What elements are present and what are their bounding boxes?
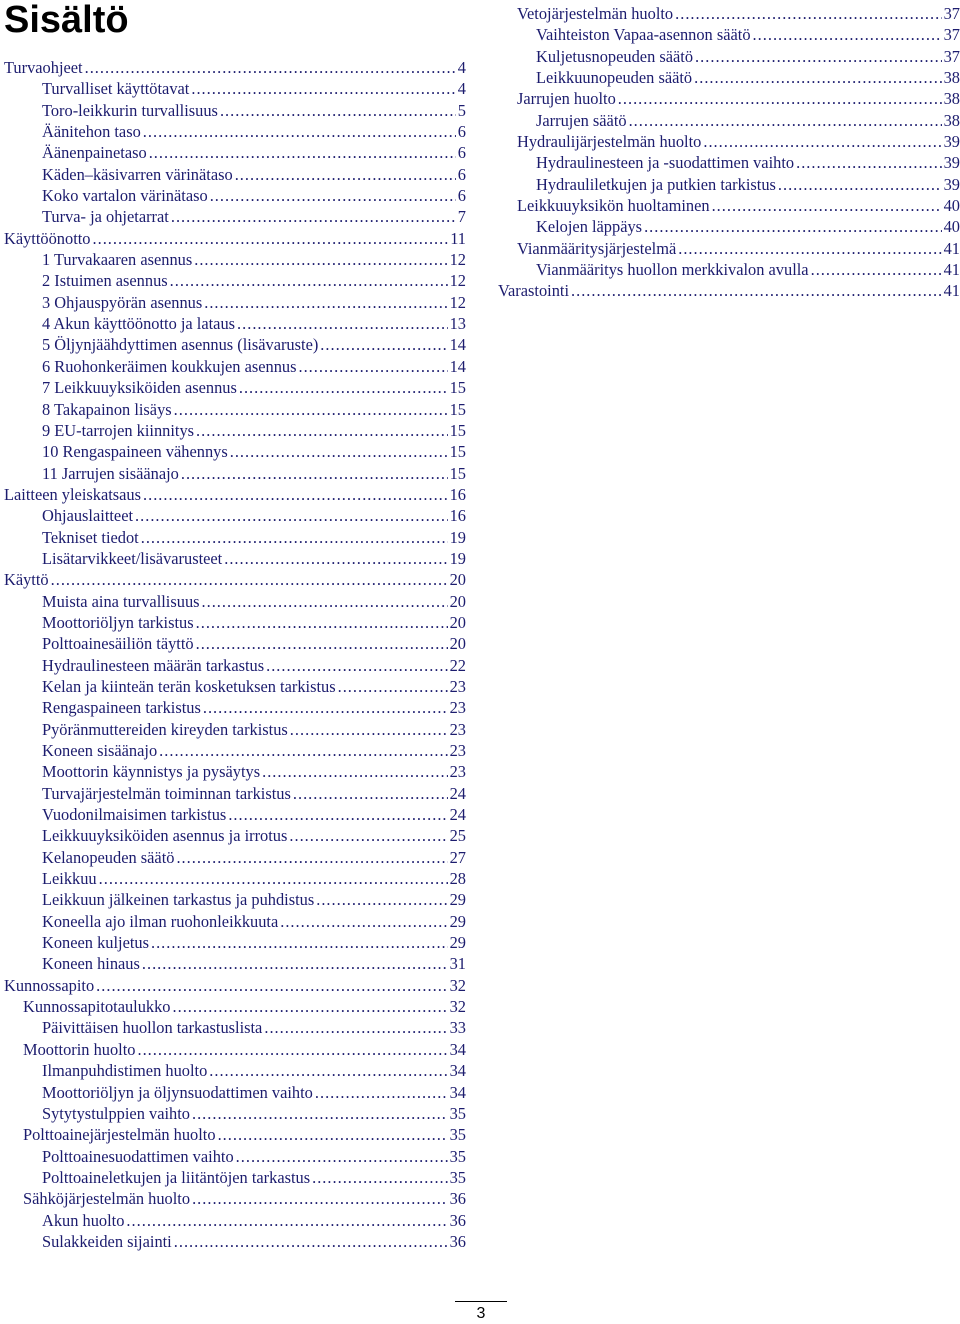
toc-entry[interactable]	[4, 847, 466, 868]
toc-entry[interactable]	[4, 783, 466, 804]
toc-dot-leader	[218, 1124, 448, 1145]
toc-entry-title: Käyttö	[4, 570, 49, 590]
toc-dot-leader	[209, 1060, 447, 1081]
toc-entry[interactable]	[498, 131, 960, 152]
toc-entry[interactable]	[4, 356, 466, 377]
toc-entry-page: 34	[449, 1039, 466, 1059]
toc-entry-page: 11	[450, 228, 466, 248]
toc-entry-title: Koko vartalon värinätaso	[42, 186, 208, 206]
toc-entry-page: 19	[449, 548, 466, 568]
toc-entry-page: 20	[449, 612, 466, 632]
toc-entry-page: 35	[449, 1146, 466, 1166]
toc-dot-leader	[703, 131, 941, 152]
toc-entry[interactable]	[4, 996, 466, 1017]
toc-entry[interactable]	[4, 100, 466, 121]
toc-entry-title: 3 Ohjauspyörän asennus	[42, 292, 203, 312]
toc-entry-page: 14	[449, 335, 466, 355]
toc-entry-title: Moottoriöljyn ja öljynsuodattimen vaihto	[42, 1082, 313, 1102]
toc-dot-leader	[220, 100, 456, 121]
toc-entry[interactable]	[4, 121, 466, 142]
toc-dot-leader	[141, 527, 448, 548]
toc-entry[interactable]	[498, 174, 960, 195]
toc-dot-leader	[289, 825, 447, 846]
toc-entry-page: 13	[449, 314, 466, 334]
toc-dot-leader	[320, 334, 447, 355]
toc-entry-page: 16	[449, 506, 466, 526]
toc-dot-leader	[203, 697, 448, 718]
toc-entry-title: Koneen kuljetus	[42, 933, 149, 953]
toc-entry-title: Äänitehon taso	[42, 122, 141, 142]
toc-entry-page: 4	[457, 79, 466, 99]
toc-dot-leader	[173, 996, 448, 1017]
toc-entry-page: 24	[449, 805, 466, 825]
toc-entry[interactable]	[4, 249, 466, 270]
toc-entry-page: 15	[449, 378, 466, 398]
toc-entry[interactable]	[4, 911, 466, 932]
toc-entry-page: 12	[449, 250, 466, 270]
toc-entry-page: 6	[457, 122, 466, 142]
toc-entry[interactable]	[4, 868, 466, 889]
toc-dot-leader	[192, 1103, 448, 1124]
toc-entry-page: 34	[449, 1061, 466, 1081]
toc-entry-page: 36	[449, 1189, 466, 1209]
toc-entry-title: Käyttöönotto	[4, 228, 91, 248]
toc-entry-page: 33	[449, 1018, 466, 1038]
toc-entry-page: 38	[943, 68, 960, 88]
toc-entry[interactable]	[4, 484, 466, 505]
toc-entry[interactable]	[4, 548, 466, 569]
toc-entry-page: 29	[449, 933, 466, 953]
toc-dot-leader	[293, 783, 448, 804]
toc-dot-leader	[264, 1017, 447, 1038]
toc-entry-title: Hydraulijärjestelmän huolto	[517, 132, 702, 152]
toc-entry-title: Koneen hinaus	[42, 954, 140, 974]
toc-dot-leader	[181, 463, 448, 484]
toc-entry-title: Jarrujen säätö	[536, 110, 627, 130]
toc-entry-title: Leikkuun jälkeinen tarkastus ja puhdistus	[42, 890, 315, 910]
toc-entry[interactable]	[4, 975, 466, 996]
toc-entry[interactable]	[4, 399, 466, 420]
toc-entry[interactable]	[4, 185, 466, 206]
toc-entry-page: 29	[449, 911, 466, 931]
toc-entry[interactable]	[4, 697, 466, 718]
toc-entry-title: Moottorin huolto	[23, 1039, 136, 1059]
toc-dot-leader	[753, 24, 942, 45]
toc-dot-leader	[204, 292, 447, 313]
toc-entry[interactable]	[4, 420, 466, 441]
toc-entry[interactable]	[4, 1124, 466, 1145]
toc-right-column	[498, 3, 960, 302]
toc-entry[interactable]	[498, 280, 960, 301]
toc-dot-leader	[338, 676, 448, 697]
toc-dot-leader	[151, 932, 448, 953]
toc-dot-leader	[678, 238, 941, 259]
toc-dot-leader	[695, 46, 942, 67]
toc-entry-page: 19	[449, 527, 466, 547]
toc-dot-leader	[312, 1167, 448, 1188]
toc-entry[interactable]	[4, 569, 466, 590]
toc-dot-leader	[778, 174, 942, 195]
toc-entry-page: 40	[943, 196, 960, 216]
toc-dot-leader	[99, 868, 448, 889]
toc-entry-title: Turvaohjeet	[4, 58, 83, 77]
toc-entry-title: Muista aina turvallisuus	[42, 591, 200, 611]
toc-entry[interactable]	[4, 740, 466, 761]
toc-dot-leader	[290, 719, 448, 740]
toc-entry[interactable]	[4, 761, 466, 782]
toc-dot-leader	[237, 313, 448, 334]
toc-dot-leader	[142, 953, 448, 974]
toc-dot-leader	[135, 505, 448, 526]
toc-left-column	[4, 57, 466, 1252]
toc-entry-title: Polttoainesäiliön täyttö	[42, 634, 194, 654]
toc-entry-page: 15	[449, 420, 466, 440]
toc-entry[interactable]	[4, 633, 466, 654]
toc-entry-title: Leikkuu	[42, 869, 97, 889]
toc-dot-leader	[210, 185, 456, 206]
toc-dot-leader	[51, 569, 448, 590]
toc-dot-leader	[93, 228, 449, 249]
toc-entry-title: Kelanopeuden säätö	[42, 847, 175, 867]
toc-dot-leader	[235, 164, 456, 185]
toc-entry-page: 41	[943, 281, 960, 301]
toc-entry[interactable]	[4, 889, 466, 910]
toc-entry-page: 14	[449, 356, 466, 376]
toc-dot-leader	[796, 152, 942, 173]
toc-entry-title: Tekniset tiedot	[42, 527, 139, 547]
toc-entry[interactable]	[4, 676, 466, 697]
toc-entry-page: 23	[449, 741, 466, 760]
toc-entry-title: 4 Akun käyttöönotto ja lataus	[42, 314, 236, 334]
toc-entry[interactable]	[4, 1060, 466, 1081]
toc-entry-page: 6	[457, 143, 466, 163]
toc-entry-title: 11 Jarrujen sisäänajo	[42, 463, 179, 483]
toc-entry[interactable]	[4, 206, 466, 227]
toc-entry-title: Käden–käsivarren värinätaso	[42, 164, 233, 184]
toc-entry[interactable]	[498, 216, 960, 237]
toc-entry-page: 12	[449, 271, 466, 291]
toc-entry-page: 39	[943, 174, 960, 194]
toc-entry-page: 37	[943, 4, 960, 23]
toc-entry[interactable]	[4, 142, 466, 163]
toc-entry-page: 15	[449, 463, 466, 483]
toc-entry-title: Polttoaineletkujen ja liitäntöjen tarkastus	[42, 1167, 311, 1187]
toc-entry[interactable]	[4, 1082, 466, 1103]
toc-entry-title: Leikkuuyksikön huoltaminen	[517, 196, 710, 216]
toc-entry-page: 41	[943, 238, 960, 258]
toc-dot-leader	[176, 847, 447, 868]
toc-entry-page: 35	[449, 1103, 466, 1123]
toc-dot-leader	[262, 761, 448, 782]
toc-entry-title: Kelojen läppäys	[536, 217, 643, 237]
toc-entry-title: Lisätarvikkeet/lisävarusteet	[42, 548, 223, 568]
toc-dot-leader	[239, 377, 448, 398]
toc-entry-title: Jarrujen huolto	[517, 89, 616, 109]
toc-entry-page: 39	[943, 153, 960, 173]
toc-entry-page: 15	[449, 442, 466, 462]
toc-entry-page: 5	[457, 100, 466, 120]
toc-entry[interactable]	[498, 259, 960, 280]
toc-entry-title: Toro-leikkurin turvallisuus	[42, 100, 218, 120]
toc-entry[interactable]	[4, 78, 466, 99]
toc-entry-page: 12	[449, 292, 466, 312]
toc-entry-title: 8 Takapainon lisäys	[42, 399, 172, 419]
toc-entry-title: Ohjauslaitteet	[42, 506, 134, 526]
toc-entry-title: Leikkuuyksiköiden asennus ja irrotus	[42, 826, 288, 846]
toc-dot-leader	[171, 206, 456, 227]
toc-entry[interactable]	[4, 719, 466, 740]
toc-entry-title: Moottorin käynnistys ja pysäytys	[42, 762, 261, 782]
toc-entry-title: Laitteen yleiskatsaus	[4, 484, 141, 504]
toc-entry[interactable]	[4, 1039, 466, 1060]
toc-entry-page: 36	[449, 1210, 466, 1230]
toc-dot-leader	[694, 67, 941, 88]
toc-entry[interactable]	[4, 270, 466, 291]
toc-entry[interactable]	[498, 238, 960, 259]
toc-dot-leader	[126, 1210, 447, 1231]
toc-entry[interactable]	[498, 195, 960, 216]
toc-entry[interactable]	[498, 24, 960, 45]
toc-entry-page: 7	[457, 207, 466, 227]
toc-entry-page: 35	[449, 1125, 466, 1145]
toc-entry-title: Rengaspaineen tarkistus	[42, 698, 201, 718]
toc-entry-title: Vianmääritys huollon merkkivalon avulla	[536, 260, 809, 280]
toc-entry-title: Varastointi	[498, 281, 570, 301]
toc-dot-leader	[228, 804, 447, 825]
toc-dot-leader	[196, 612, 448, 633]
toc-entry-title: 5 Öljynjäähdyttimen asennus (lisävaruste)	[42, 335, 319, 355]
toc-dot-leader	[316, 889, 447, 910]
toc-entry-page: 16	[449, 484, 466, 504]
toc-dot-leader	[280, 911, 447, 932]
toc-entry[interactable]	[498, 152, 960, 173]
toc-dot-leader	[137, 1039, 447, 1060]
toc-entry-title: Turvalliset käyttötavat	[42, 79, 190, 99]
toc-entry-title: Ilmanpuhdistimen huolto	[42, 1061, 208, 1081]
toc-entry-title: Pyöränmuttereiden kireyden tarkistus	[42, 719, 288, 739]
toc-dot-leader	[644, 216, 942, 237]
toc-dot-leader	[143, 121, 456, 142]
toc-entry-page: 38	[943, 110, 960, 130]
toc-entry[interactable]	[4, 1017, 466, 1038]
toc-entry-title: Koneella ajo ilman ruohonleikkuuta	[42, 911, 279, 931]
toc-entry[interactable]	[4, 953, 466, 974]
toc-entry-page: 36	[449, 1231, 466, 1251]
toc-entry-page: 20	[449, 570, 466, 590]
toc-entry[interactable]	[4, 228, 466, 249]
toc-entry[interactable]	[498, 46, 960, 67]
toc-dot-leader	[191, 78, 455, 99]
toc-entry-title: Kelan ja kiinteän terän kosketuksen tarkistus	[42, 676, 336, 696]
toc-dot-leader	[811, 259, 942, 280]
toc-entry[interactable]	[4, 655, 466, 676]
toc-entry-title: Vuodonilmaisimen tarkistus	[42, 805, 227, 825]
toc-entry-page: 27	[449, 847, 466, 867]
toc-entry[interactable]	[4, 932, 466, 953]
toc-entry[interactable]	[4, 612, 466, 633]
toc-entry-title: Turvajärjestelmän toiminnan tarkistus	[42, 783, 291, 803]
toc-entry-page: 32	[449, 975, 466, 995]
toc-entry-title: Äänenpainetaso	[42, 143, 147, 163]
toc-entry-page: 23	[449, 719, 466, 739]
toc-entry[interactable]	[4, 825, 466, 846]
toc-entry[interactable]	[4, 1103, 466, 1124]
toc-entry-page: 15	[449, 399, 466, 419]
toc-entry-title: Turva- ja ohjetarrat	[42, 207, 169, 227]
toc-entry[interactable]	[498, 88, 960, 109]
toc-dot-leader	[96, 975, 447, 996]
toc-entry[interactable]	[4, 57, 466, 78]
toc-entry[interactable]	[4, 164, 466, 185]
toc-entry-page: 6	[457, 186, 466, 206]
toc-entry-page: 41	[943, 260, 960, 280]
toc-entry-page: 6	[457, 164, 466, 184]
toc-dot-leader	[174, 399, 448, 420]
toc-entry-page: 23	[449, 676, 466, 696]
toc-dot-leader	[629, 110, 942, 131]
toc-entry-title: 9 EU-tarrojen kiinnitys	[42, 420, 195, 440]
toc-entry-page: 32	[449, 997, 466, 1017]
toc-dot-leader	[618, 88, 942, 109]
toc-dot-leader	[712, 195, 942, 216]
toc-entry-page: 20	[449, 591, 466, 611]
toc-entry-title: 10 Rengaspaineen vähennys	[42, 442, 228, 462]
toc-entry-title: Polttoainesuodattimen vaihto	[42, 1146, 234, 1166]
toc-entry-page: 39	[943, 132, 960, 152]
toc-dot-leader	[143, 484, 448, 505]
toc-entry[interactable]	[4, 591, 466, 612]
toc-entry[interactable]	[4, 505, 466, 526]
toc-entry-title: 6 Ruohonkeräimen koukkujen asennus	[42, 356, 297, 376]
toc-entry-page: 37	[943, 46, 960, 66]
toc-entry-page: 34	[449, 1082, 466, 1102]
toc-entry-title: 1 Turvakaaren asennus	[42, 250, 193, 270]
toc-dot-leader	[224, 548, 447, 569]
toc-dot-leader	[192, 1188, 448, 1209]
toc-entry-title: Polttoainejärjestelmän huolto	[23, 1125, 216, 1145]
toc-entry-page: 38	[943, 89, 960, 109]
toc-entry-title: Kunnossapitotaulukko	[23, 997, 171, 1017]
toc-dot-leader	[174, 1231, 448, 1252]
toc-entry-title: Sytytystulppien vaihto	[42, 1103, 190, 1123]
toc-dot-leader	[230, 441, 448, 462]
toc-entry[interactable]	[4, 377, 466, 398]
toc-entry[interactable]	[4, 1210, 466, 1231]
toc-entry[interactable]	[498, 67, 960, 88]
toc-entry-title: 2 Istuimen asennus	[42, 271, 168, 291]
toc-dot-leader	[202, 591, 448, 612]
toc-dot-leader	[315, 1082, 448, 1103]
toc-entry[interactable]	[498, 110, 960, 131]
toc-entry-title: Vianmääritysjärjestelmä	[517, 238, 677, 258]
toc-entry-title: Kuljetusnopeuden säätö	[536, 46, 694, 66]
toc-entry[interactable]	[4, 313, 466, 334]
toc-dot-leader	[196, 420, 448, 441]
toc-entry-page: 22	[449, 655, 466, 675]
toc-entry-page: 23	[449, 762, 466, 782]
toc-dot-leader	[159, 740, 447, 761]
toc-entry-page: 40	[943, 217, 960, 237]
toc-entry-title: Sähköjärjestelmän huolto	[23, 1189, 191, 1209]
toc-entry-title: Hydraulinesteen ja -suodattimen vaihto	[536, 153, 795, 173]
toc-dot-leader	[236, 1146, 448, 1167]
toc-entry-title: Akun huolto	[42, 1210, 125, 1230]
toc-entry[interactable]	[4, 804, 466, 825]
page-number: 3	[476, 1305, 486, 1322]
toc-entry[interactable]	[4, 527, 466, 548]
toc-entry-page: 28	[449, 869, 466, 889]
toc-entry[interactable]	[4, 441, 466, 462]
toc-entry[interactable]	[4, 463, 466, 484]
toc-dot-leader	[194, 249, 447, 270]
toc-entry-page: 23	[449, 698, 466, 718]
toc-dot-leader	[149, 142, 456, 163]
page-title: Sisältö	[4, 0, 129, 41]
toc-entry-title: Sulakkeiden sijainti	[42, 1231, 172, 1251]
toc-entry[interactable]	[4, 1231, 466, 1252]
toc-entry[interactable]	[4, 1146, 466, 1167]
toc-entry-title: Hydraulinesteen määrän tarkastus	[42, 655, 265, 675]
toc-dot-leader	[196, 633, 448, 654]
toc-entry-title: Vetojärjestelmän huolto	[517, 4, 674, 23]
toc-entry-title: Moottoriöljyn tarkistus	[42, 612, 194, 632]
toc-entry-page: 31	[449, 954, 466, 974]
toc-dot-leader	[298, 356, 447, 377]
toc-dot-leader	[266, 655, 448, 676]
toc-entry-title: Hydrauliletkujen ja putkien tarkistus	[536, 174, 776, 194]
toc-entry[interactable]	[4, 1167, 466, 1188]
toc-entry-page: 4	[457, 58, 466, 77]
toc-entry-page: 25	[449, 826, 466, 846]
toc-entry[interactable]	[4, 1188, 466, 1209]
toc-entry-title: Päivittäisen huollon tarkastuslista	[42, 1018, 263, 1038]
toc-dot-leader	[85, 57, 456, 78]
toc-entry[interactable]	[498, 3, 960, 24]
toc-entry-title: Leikkuunopeuden säätö	[536, 68, 693, 88]
toc-entry-page: 37	[943, 25, 960, 45]
footer-divider	[455, 1301, 507, 1302]
toc-entry-page: 24	[449, 783, 466, 803]
toc-entry-page: 20	[449, 634, 466, 654]
toc-entry-title: Koneen sisäänajo	[42, 741, 158, 760]
toc-entry[interactable]	[4, 292, 466, 313]
toc-entry-title: 7 Leikkuuyksiköiden asennus	[42, 378, 237, 398]
toc-dot-leader	[675, 3, 941, 24]
toc-entry-page: 35	[449, 1167, 466, 1187]
toc-entry-page: 29	[449, 890, 466, 910]
toc-entry[interactable]	[4, 334, 466, 355]
toc-entry-title: Kunnossapito	[4, 975, 95, 995]
toc-dot-leader	[571, 280, 942, 301]
toc-dot-leader	[170, 270, 448, 291]
toc-entry-title: Vaihteiston Vapaa-asennon säätö	[536, 25, 751, 45]
